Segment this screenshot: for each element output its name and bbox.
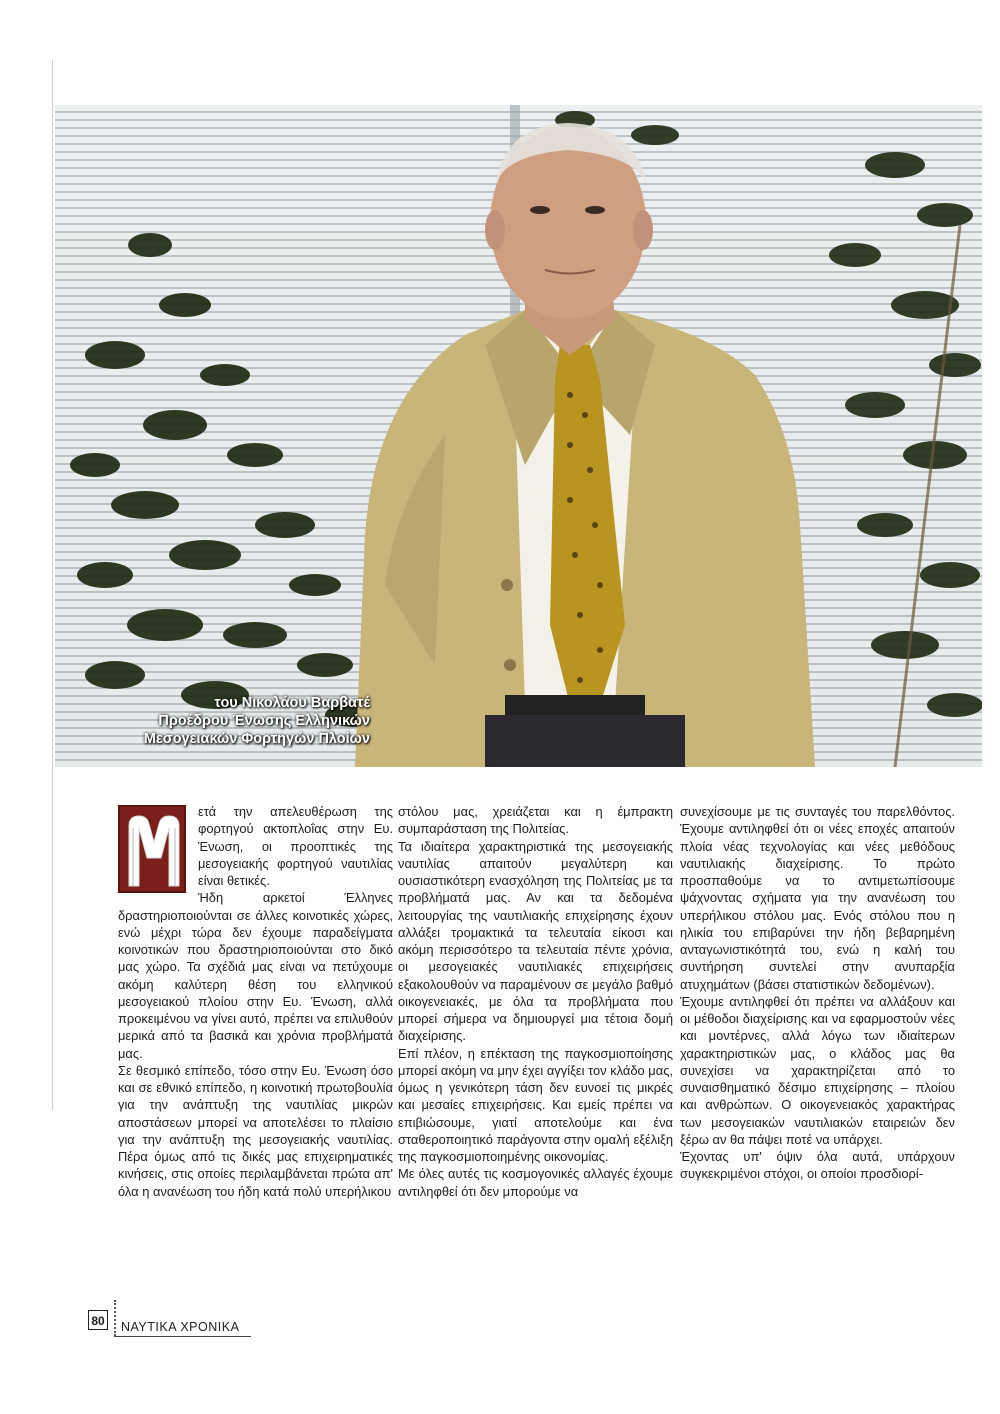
col2-paragraph-3: Επί πλέον, η επέκταση της παγκοσμιοποίησης μπορεί ακόμη να μην έχει αγγίξει τον κλάδο μας, όμως η γενικότερη τάση δεν ευνοεί τις μικρές και μεσαίες επιχειρήσεις. Και εμείς πρέπει να επιβιώσουμε, γιατί αποτελούμε και ένα σταθεροποιητικό παράγοντα στην ομαλή εξέλιξη της παγκοσμιοποιημένης οικονομίας.: [398, 1045, 673, 1164]
magazine-name: ΝΑΥΤΙΚΑ ΧΡΟΝΙΚΑ: [121, 1320, 240, 1334]
article-column-1: [118, 803, 393, 1200]
margin-rule: [52, 60, 53, 1110]
dropcap: [118, 805, 186, 893]
caption-line-3: Μεσογειακών Φορτηγών Πλοίων: [143, 731, 370, 747]
article-column-3: [680, 803, 955, 1183]
article-column-2: [398, 803, 673, 1200]
caption-line-1: του Νικολάου Βαρβατέ: [214, 695, 370, 711]
left-plant: [70, 233, 385, 727]
portrait-illustration: [55, 105, 982, 767]
col3-paragraph-1: συνεχίσουμε με τις συνταγές του παρελθόντος. Έχουμε αντιληφθεί ότι οι νέες εποχές απαιτούν πλοία νέας τεχνολογίας και νέες μεθόδους ναυτιλιακής διαχείρισης. Το πρώτο προσπαθούμε να το αντιμετωπίσουμε ψάχνοντας σχήματα για την ανανέωση του υπερήλικου στόλου μας. Ενός στόλου που η ηλικία του επιβαρύνει την ήδη βεβαρημένη ανταγωνιστικότητά του, ενώ η καλή του συντήρηση συντελεί στην ανυπαρξία ατυχημάτων (βάσει στατιστικών δεδομένων).: [680, 804, 955, 992]
page-number: 80: [88, 1310, 108, 1330]
col3-paragraph-2: Έχουμε αντιληφθεί ότι πρέπει να αλλάξουν και οι μέθοδοι διαχείρισης και να εφαρμοστούν νέες και μοντέρνες, αλλά λόγω των ιδιαίτερων χαρακτηριστικών μας, ο κλάδος μας θα συνεχίσει να χαρακτηρίζεται από το συναισθηματικό δέσιμο επιχείρησης – πλοίου και ανθρώπων. Ο οικογενειακός χαρακτήρας των μεσογειακών ναυτιλιακών εταιρειών δεν ξέρω αν θα πάψει ποτέ να υπάρχει.: [680, 993, 955, 1147]
col2-paragraph-1: στόλου μας, χρειάζεται και η έμπρακτη συμπαράσταση της Πολιτείας.: [398, 804, 673, 837]
col1-paragraph-1: ετά την απελευθέρωση της φορτηγού ακτοπλοΐας στην Ευ. Ένωση, οι προοπτικές της μεσογειακής φορτηγού ναυτιλίας είναι θετικές.: [198, 804, 393, 888]
photo-caption: [144, 694, 370, 748]
footer-rule: [114, 1336, 251, 1337]
col2-paragraph-2: Τα ιδιαίτερα χαρακτηριστικά της μεσογειακής ναυτιλίας απαιτούν μεγαλύτερη και ουσιαστικότερη ενασχόληση της Πολιτείας με τα προβλήματά μας. Αν και τα δεδομένα λειτουργίας της ναυτιλιακής επιχείρησης έχουν αλλάξει τρομακτικά τα τελευταία είκοσι και ακόμη περισσότερο τα τελευταία πέντε χρόνια, οι μεσογειακές ναυτιλιακές επιχειρήσεις εξακολουθούν να παραμένουν σε μεγάλο βαθμό οικογενειακές, με όλα τα προβλήματα που μπορεί σήμερα να δημιουργεί μια τέτοια δομή διαχείρισης.: [398, 838, 673, 1044]
dropcap-letter-graphic: [125, 812, 183, 890]
col2-paragraph-4: Με όλες αυτές τις κοσμογονικές αλλαγές έχουμε αντιληφθεί ότι δεν μπορούμε να: [398, 1166, 673, 1199]
portrait-photo: [55, 105, 982, 767]
col1-paragraph-3: Σε θεσμικό επίπεδο, τόσο στην Ευ. Ένωση όσο και σε εθνικό επίπεδο, η κοινοτική πρωτοβουλία για την ανάπτυξη της ναυτιλίας μικρών αποστάσεων μπορεί να αποτελέσει το πλαίσιο για την ανάπτυξη της μεσογειακής ναυτιλίας. Πέρα όμως από τις δικές μας επιχειρηματικές κινήσεις, στις οποίες περιλαμβάνεται πρώτα απ' όλα η ανανέωση του ήδη κατά πολύ υπερήλικου: [118, 1062, 393, 1199]
caption-line-2: Προέδρου Ένωσης Ελληνικών: [158, 713, 370, 729]
footer-dotted-rule: [114, 1300, 116, 1336]
col1-paragraph-2: Ήδη αρκετοί Έλληνες δραστηριοποιούνται σε άλλες κοινοτικές χώρες, ενώ μέχρι τώρα δεν έχουμε παραδείγματα κοινοτικών που δραστηριοποιούνται στο δικό μας χώρο. Τα σχέδιά μας είναι να πετύχουμε ακόμη καλύτερη θέση του ελληνικού μεσογειακού πλοίου στην Ευ. Ένωση, αλλά προκειμένου να γίνει αυτό, πρέπει να επιλυθούν μερικά από τα βασικά και χρόνια προβλήματά μας.: [118, 890, 393, 1061]
col3-paragraph-3: Έχοντας υπ' όψιν όλα αυτά, υπάρχουν συγκεκριμένοι στόχοι, οι οποίοι προσδιορί-: [680, 1149, 955, 1182]
